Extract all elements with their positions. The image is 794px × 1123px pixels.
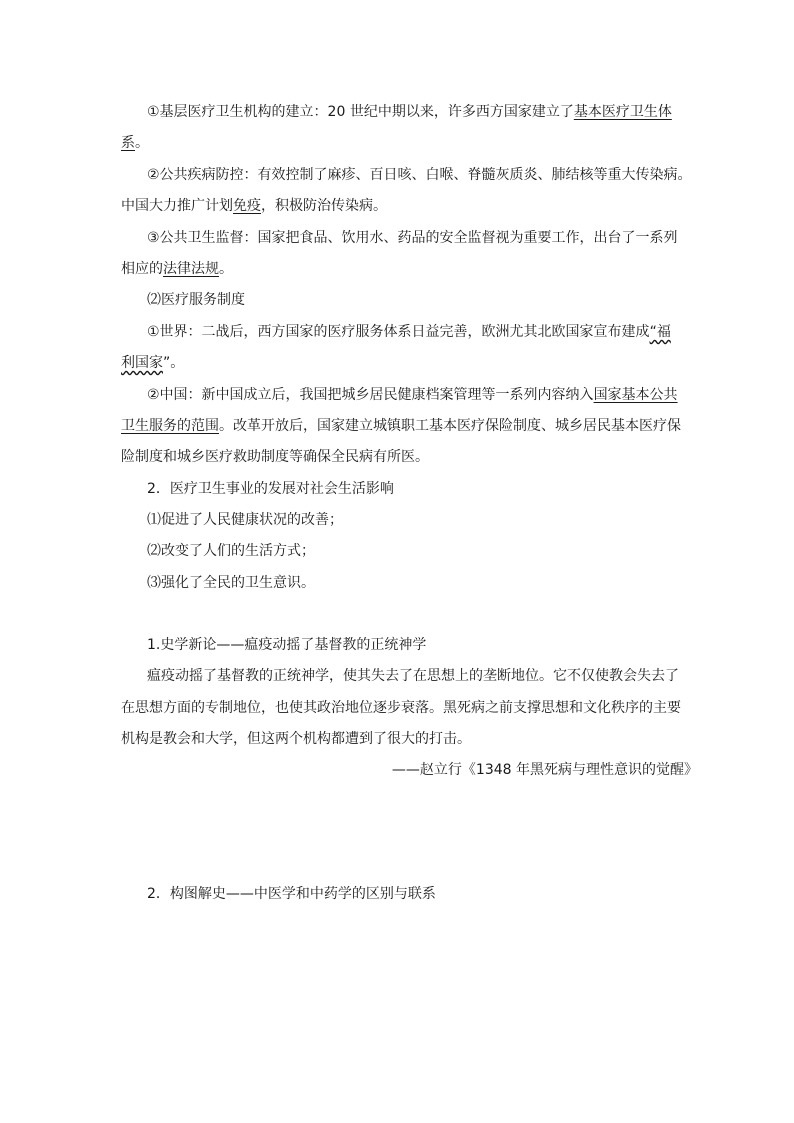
subheading-medical-service: ⑵医疗服务制度 — [147, 292, 245, 308]
quote-paragraph-cont: 在思想方面的专制地位，也使其政治地位逐步衰落。黑死病之前支撑思想和文化秩序的主要 — [121, 700, 681, 716]
paragraph-disease-control-cont: 中国大力推广计划免疫，积极防治传染病。 — [121, 198, 387, 214]
list-item-lifestyle: ⑵改变了人们的生活方式； — [147, 543, 315, 559]
paragraph-health-supervision: ③公共卫生监督：国家把食品、饮用水、药品的安全监督视为重要工作，出台了一系列 — [147, 230, 678, 246]
quote-citation: ——赵立行《1348 年黑死病与理性意识的觉醒》 — [391, 762, 698, 778]
paragraph-china-cont-2: 险制度和城乡医疗救助制度等确保全民病有所医。 — [121, 449, 429, 465]
heading-social-impact: 2．医疗卫生事业的发展对社会生活影响 — [147, 481, 394, 497]
paragraph-health-supervision-cont: 相应的法律法规。 — [121, 261, 233, 277]
quote-paragraph-cont-2: 机构是教会和大学，但这两个机构都遭到了很大的打击。 — [121, 731, 471, 747]
paragraph-china-cont: 卫生服务的范围。改革开放后，国家建立城镇职工基本医疗保险制度、城乡居民基本医疗保 — [121, 418, 681, 434]
list-item-health: ⑴促进了人民健康状况的改善； — [147, 512, 343, 528]
paragraph-world-cont: 利国家”。 — [121, 355, 185, 371]
list-item-awareness: ⑶强化了全民的卫生意识。 — [147, 575, 315, 591]
quote-paragraph: 瘟疫动摇了基督教的正统神学，使其失去了在思想上的垄断地位。它不仅使教会失去了 — [147, 668, 679, 684]
heading-history-new-view: 1.史学新论——瘟疫动摇了基督教的正统神学 — [147, 637, 427, 653]
paragraph-primary-care-cont: 系。 — [121, 135, 149, 151]
paragraph-world: ①世界：二战后，西方国家的医疗服务体系日益完善，欧洲尤其北欧国家宣布建成“福 — [147, 324, 671, 340]
paragraph-china: ②中国：新中国成立后，我国把城乡居民健康档案管理等一系列内容纳入国家基本公共 — [147, 387, 678, 403]
heading-diagram-explanation: 2．构图解史——中医学和中药学的区别与联系 — [147, 886, 436, 902]
paragraph-primary-care: ①基层医疗卫生机构的建立：20 世纪中期以来，许多西方国家建立了基本医疗卫生体 — [147, 104, 672, 120]
paragraph-disease-control: ②公共疾病防控：有效控制了麻疹、百日咳、白喉、脊髓灰质炎、肺结核等重大传染病。 — [147, 167, 692, 183]
